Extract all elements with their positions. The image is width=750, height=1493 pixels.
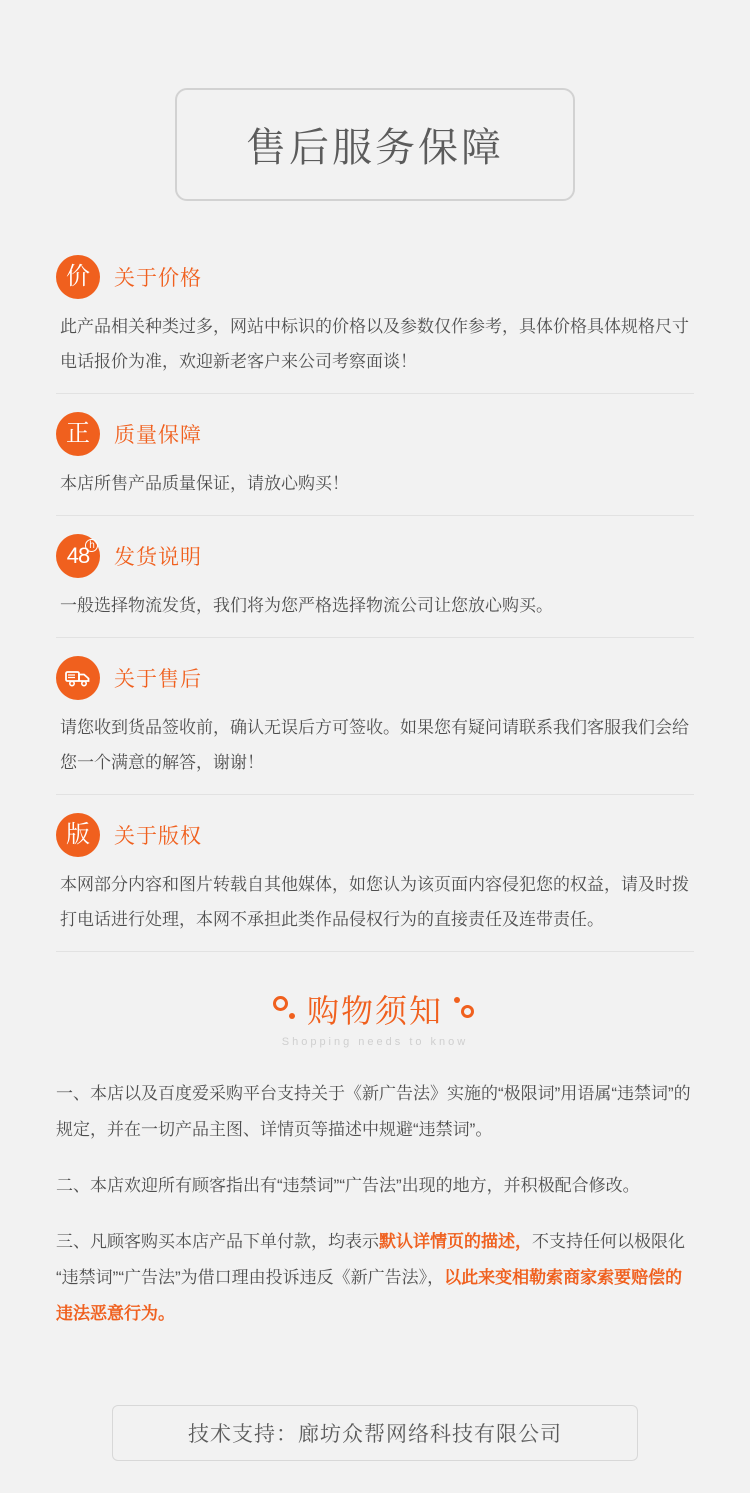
service-item-title: 关于版权 — [114, 825, 202, 848]
page-title-box — [175, 88, 575, 201]
page-title-container — [0, 0, 750, 201]
page-title: 售后服务保障 — [246, 126, 504, 170]
service-item-body: 一般选择物流发货，我们将为您严格选择物流公司让您放心购买。 — [56, 588, 694, 638]
service-item-header — [56, 412, 694, 456]
service-item-title: 关于价格 — [114, 267, 202, 290]
price-badge-icon: 价 — [56, 255, 100, 299]
notice-text-highlight: 以此来变相勒索商家索要赔偿的违法恶意行为。 — [56, 1268, 683, 1323]
shopping-notice-title-row — [0, 986, 750, 1032]
tech-support-box — [112, 1405, 638, 1461]
service-item-copyright — [56, 813, 694, 952]
tech-support-text: 技术支持：廊坊众帮网络科技有限公司 — [188, 1423, 562, 1446]
service-item-title: 关于售后 — [114, 668, 202, 691]
notice-paragraph-1 — [56, 1076, 694, 1148]
service-item-header — [56, 813, 694, 857]
badge-number: 48 — [66, 543, 90, 568]
service-item-header — [56, 255, 694, 299]
notice-paragraph-2 — [56, 1168, 694, 1204]
footer-container — [0, 1405, 750, 1461]
notice-text: 不支持任何以极限化“违禁词”“广告法”为借口理由投诉违反《新广告法》， — [56, 1232, 685, 1287]
truck-icon — [56, 656, 100, 700]
service-item-price — [56, 255, 694, 394]
service-item-title: 发货说明 — [114, 546, 202, 569]
shopping-notice-header — [0, 986, 750, 1048]
decoration-right-icon — [453, 995, 477, 1023]
service-item-header — [56, 656, 694, 700]
shopping-notice-body — [56, 1076, 694, 1332]
notice-paragraph-3 — [56, 1224, 694, 1332]
notice-text: 三、凡顾客购买本店产品下单付款，均表示 — [56, 1232, 379, 1251]
notice-text-highlight: 默认详情页的描述， — [379, 1232, 532, 1251]
service-item-body: 请您收到货品签收前，确认无误后方可签收。如果您有疑问请联系我们客服我们会给您一个满意的解答，谢谢！ — [56, 710, 694, 795]
badge-hour-superscript: h — [85, 539, 98, 552]
decoration-left-icon — [273, 995, 297, 1023]
shopping-notice-title: 购物须知 — [306, 993, 443, 1029]
notice-text: 二、本店欢迎所有顾客指出有“违禁词”“广告法”出现的地方，并积极配合修改。 — [56, 1176, 640, 1195]
service-item-body: 本网部分内容和图片转载自其他媒体，如您认为该页面内容侵犯您的权益，请及时拨打电话进行处理，本网不承担此类作品侵权行为的直接责任及连带责任。 — [56, 867, 694, 952]
48-hour-badge-icon — [56, 534, 100, 578]
service-list — [56, 255, 694, 952]
copyright-badge-icon: 版 — [56, 813, 100, 857]
service-item-shipping — [56, 534, 694, 638]
quality-badge-icon: 正 — [56, 412, 100, 456]
service-item-title: 质量保障 — [114, 424, 202, 447]
service-item-body: 此产品相关种类过多，网站中标识的价格以及参数仅作参考，具体价格具体规格尺寸电话报价为准，欢迎新老客户来公司考察面谈！ — [56, 309, 694, 394]
notice-text: 一、本店以及百度爱采购平台支持关于《新广告法》实施的“极限词”用语属“违禁词”的规定，并在一切产品主图、详情页等描述中规避“违禁词”。 — [56, 1084, 691, 1139]
service-item-quality — [56, 412, 694, 516]
service-item-header — [56, 534, 694, 578]
service-item-after-sales — [56, 656, 694, 795]
service-item-body: 本店所售产品质量保证，请放心购买！ — [56, 466, 694, 516]
shopping-notice-subtitle: Shopping needs to know — [281, 1036, 469, 1048]
